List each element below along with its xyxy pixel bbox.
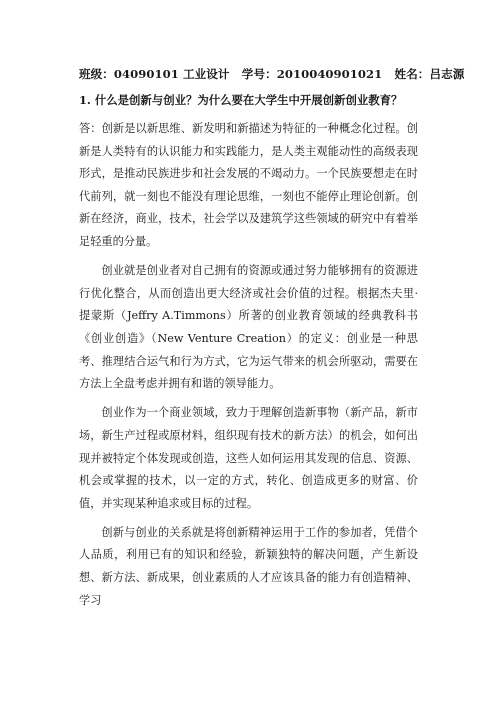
question-heading: 1. 什么是创新与创业？为什么要在大学生中开展创新创业教育？ <box>79 93 403 107</box>
student-info-header <box>79 66 479 82</box>
student-id-label: 学号：2010040901021 <box>241 67 383 81</box>
name-label: 姓名：吕志源 <box>394 67 465 81</box>
answer-paragraph-innovation: 答：创新是以新思维、新发明和新描述为特征的一种概念化过程。创新是人类特有的认识能力和实践能力，是人类主观能动性的高级表现形式，是推动民族进步和社会发展的不竭动力。一个民族要想走在时代前列，就一刻也不能没有理论思维，一刻也不能停止理论创新。创新在经济，商业，技术，社会学以及建筑学这些领域的研究中有着举足轻重的分量。 <box>79 122 418 248</box>
answer-paragraph-entrepreneurship: 创业就是创业者对自己拥有的资源或通过努力能够拥有的资源进行优化整合，从而创造出更大经济或社会价值的过程。根据杰夫里·提蒙斯（Jeffry A.Timmons）所著的创业教育领域的经典教科书《创业创造》（New Venture Creation）的定义：创业是一种思考、推理结合运气和行为方式，它为运气带来的机会所驱动，需要在方法上全盘考虑并拥有和谐的领导能力。 <box>79 264 418 391</box>
answer-paragraph-relationship: 创新与创业的关系就是将创新精神运用于工作的参加者，凭借个人品质，利用已有的知识和经验，新颖独特的解决问题，产生新设想、新方法、新成果，创业素质的人才应该具备的能力有创造精神、学习 <box>79 525 418 607</box>
answer-paragraph-business-field: 创业作为一个商业领域，致力于理解创造新事物（新产品，新市场，新生产过程或原材料，组织现有技术的新方法）的机会，如何出现并被特定个体发现或创造，这些人如何运用其发现的信息、资源、机会或掌握的技术，以一定的方式，转化、创造成更多的财富、价值，并实现某种追求或目标的过程。 <box>79 406 418 510</box>
answer-body <box>79 118 418 619</box>
class-label: 班级：04090101 工业设计 <box>79 67 230 81</box>
